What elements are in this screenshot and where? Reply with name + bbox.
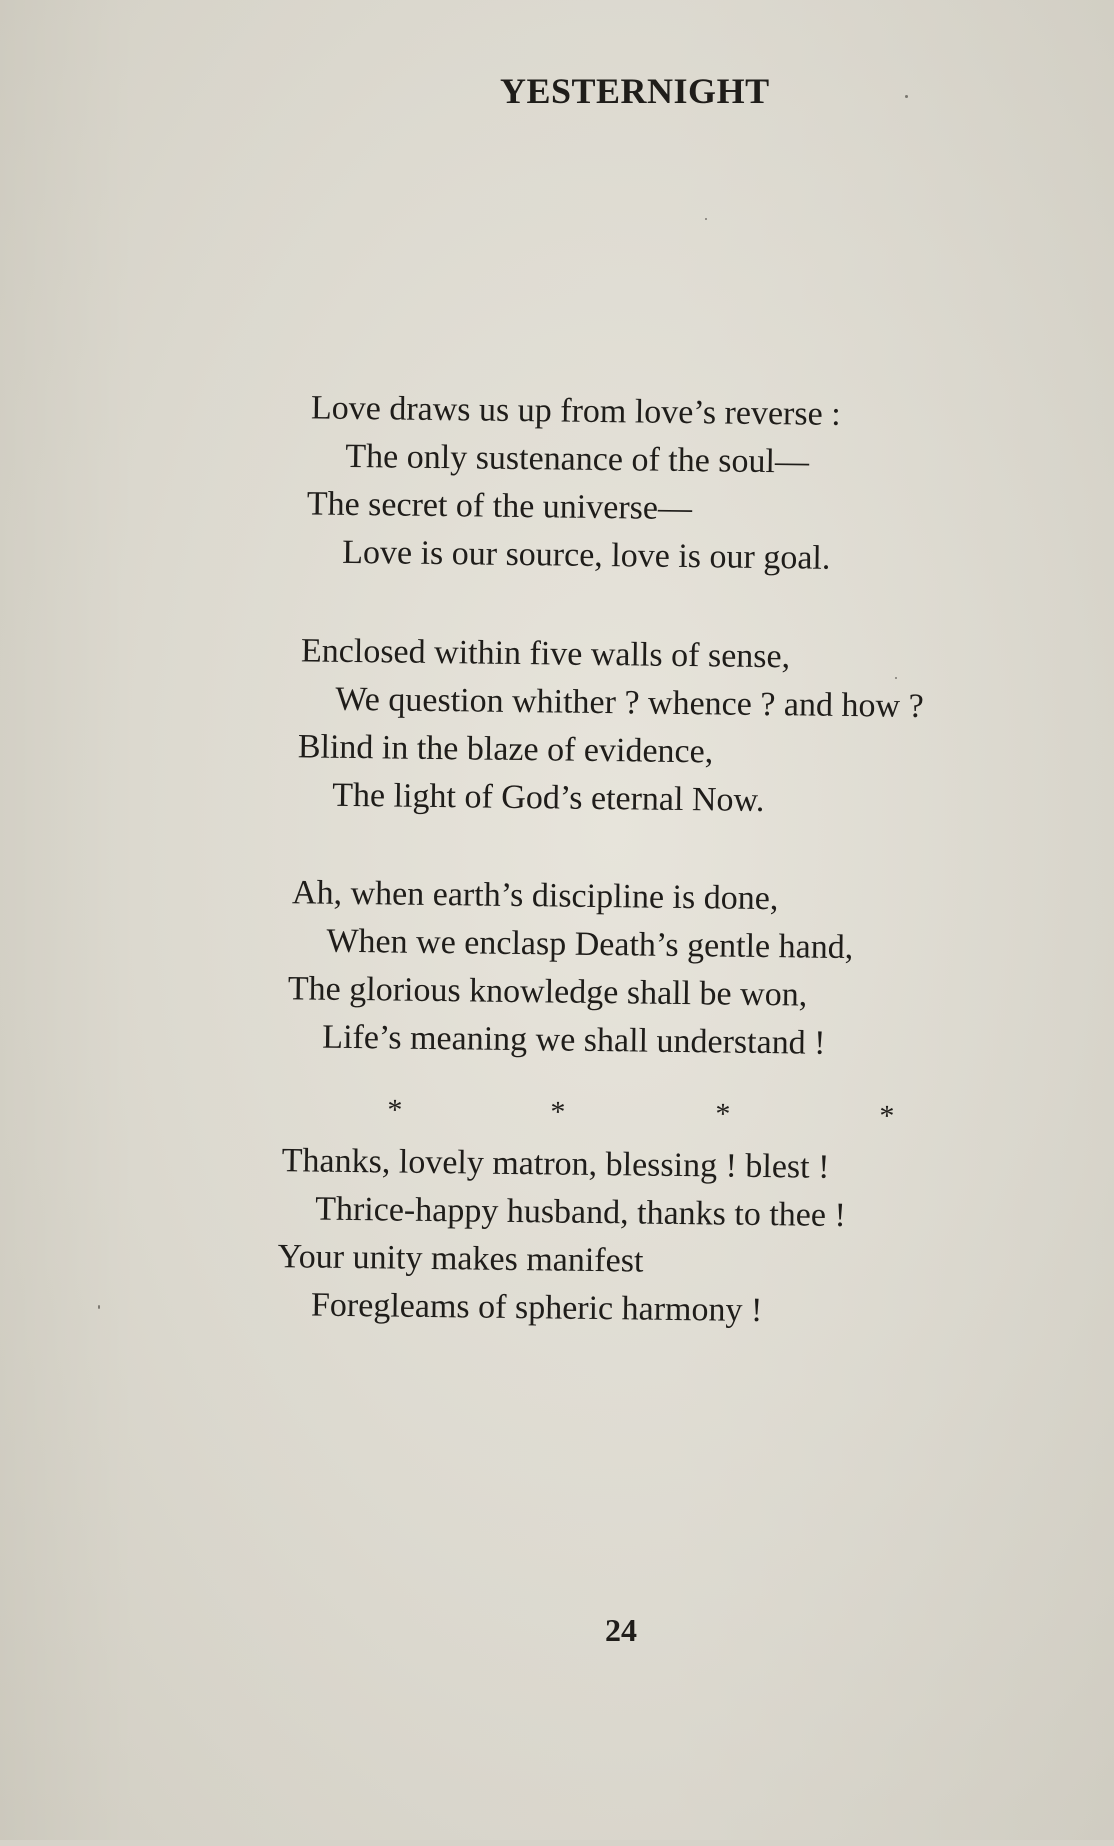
poem-line: Life’s meaning we shall understand !: [322, 1018, 826, 1062]
poem-line: The glorious knowledge shall be won,: [287, 970, 808, 1014]
poem-line: When we enclasp Death’s gentle hand,: [326, 922, 854, 967]
poem-line: Love draws us up from love’s reverse :: [310, 389, 841, 433]
poem-line: Love is our source, love is our goal.: [342, 533, 831, 577]
poem-line: Ah, when earth’s discipline is done,: [291, 874, 779, 918]
separator-asterisk: *: [387, 1093, 403, 1127]
poem-line: Your unity makes manifest: [277, 1238, 644, 1280]
paper-speck: [98, 1305, 100, 1309]
paper-speck: [905, 95, 908, 98]
paper-speck: [895, 677, 897, 679]
separator-asterisk: *: [550, 1095, 566, 1129]
separator-asterisk: *: [879, 1099, 895, 1133]
poem-line: We question whither ? whence ? and how ?: [335, 680, 924, 725]
poem-line: The light of God’s eternal Now.: [332, 776, 765, 819]
poem-line: Thanks, lovely matron, blessing ! blest !: [281, 1142, 830, 1186]
separator-asterisk: *: [715, 1097, 731, 1131]
poem-line: Enclosed within five walls of sense,: [300, 632, 791, 676]
poem-line: Foregleams of spheric harmony !: [310, 1286, 763, 1330]
poem-line: Thrice-happy husband, thanks to thee !: [314, 1190, 847, 1235]
page-number: 24: [605, 1612, 637, 1648]
poem-line: Blind in the blaze of evidence,: [297, 728, 714, 771]
poem-line: The secret of the universe—: [306, 485, 693, 528]
paper-speck: [705, 218, 707, 220]
poem-line: The only sustenance of the soul—: [345, 437, 810, 481]
page-title: YESTERNIGHT: [500, 71, 770, 111]
